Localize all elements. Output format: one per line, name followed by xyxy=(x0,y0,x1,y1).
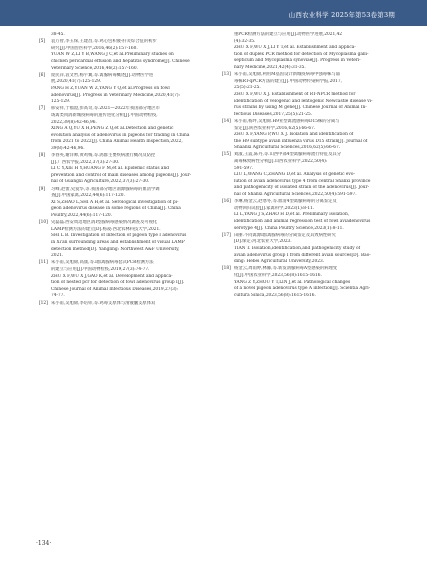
reference-line: evolution analysis of adenovirus in pigeons for trading in China xyxy=(51,132,190,138)
reference-entry xyxy=(222,32,399,72)
reference-line: 庞民萍,袁文哲,杨宇翼,等.禽腺病毒概述[J].动物医学进 xyxy=(51,72,154,78)
reference-entry xyxy=(222,119,399,152)
reference-line: 的建立与应用[J].中国动物检疫,2019,27(3):74-77. xyxy=(51,266,150,272)
reference-line: XING A Q,YU X H,PENG Z Q,et al.Detection and genetic xyxy=(51,126,174,132)
reference-number: [9] xyxy=(39,186,46,192)
reference-line: in Xi'an surrounding areas and establishment of visual LAMP xyxy=(51,239,185,245)
reference-line: 刘淑,王震,陈丹,等.山西中部4型禽腺病毒流行特征及其分 xyxy=(234,152,342,158)
reference-line: cultura Sinica,2023,56(8):1615-1616. xyxy=(234,292,316,298)
reference-line: 展,2020,41(7):125-129. xyxy=(51,79,102,85)
reference-line: 125-129. xyxy=(51,99,71,105)
reference-line: 74-77. xyxy=(51,293,65,299)
reference-line: 39(8):42-46,96. xyxy=(51,145,85,151)
reference-line: 重PCR检测方法的建立与应用[J].动物医学进展,2021,42 xyxy=(234,32,343,37)
reference-line: YUAN W Z,LI Y B,WANG J C,et al.Preliminary studies on xyxy=(51,52,174,58)
reference-number: [5] xyxy=(39,39,46,45)
reference-line: lution of avian adenovirus type 4 from central Shanxi province xyxy=(234,178,371,184)
reference-line: detection method[D]. Yangling: Northwest A&F University, xyxy=(51,246,180,252)
reference-line: 朱小甫,杨坪,吴旭锦.H9亚型禽流感病毒D15株的分离与 xyxy=(234,118,340,124)
reference-number: [6] xyxy=(39,72,46,78)
reference-number: [10] xyxy=(39,220,48,226)
reference-line: nal of Guangxi Agriculture,2022,37(3):27-30. xyxy=(51,179,150,185)
reference-entry xyxy=(222,233,399,266)
reference-line: 朱小甫,吴旭锦,李培卯,等.鸡毒支原体与滑液囊支原体双 xyxy=(51,300,156,306)
reference-line: 邢安祥,于福澄,彭高奇,等.2021—2022年我国部分地区市 xyxy=(51,106,160,112)
reference-line: Chinese Journal of Animal Infectious Diseases,2019,27(3): xyxy=(51,286,178,292)
reference-line: LI L,YANG J S,ZHAO H D,et al. Preliminary isolation, xyxy=(234,212,350,218)
reference-line: fectious Diseases,2017,25(5):21-25. xyxy=(234,111,313,117)
reference-number: [8] xyxy=(39,153,46,159)
reference-line: ZHU X F,WU X J. Establishment of RT-NPCR method for xyxy=(234,91,356,97)
reference-line: 化[J].中国农业科学,2023,56(8):1615-1616. xyxy=(234,272,322,278)
reference-entry xyxy=(39,301,216,308)
reference-line: TIAN T. Isolation,identification,and pathogenicity study of xyxy=(234,245,361,251)
reference-line: the H9 subtype avian influenza virus D15 strain[J]. Journal of xyxy=(234,138,368,144)
reference-line: 查[J].中国家禽,2022,44(6):117-120. xyxy=(51,193,125,199)
reference-line: 动物回归试验[J].家禽科学,2023(1):8-11. xyxy=(234,205,315,211)
reference-line: adenovirus[J]. Progress in Veterinary Medicine,2020,41(7): xyxy=(51,92,180,98)
reference-entry xyxy=(39,106,216,152)
reference-line: 李春英,谢洋帅,黄鸡梅,等.鸽群主要疾病流行概况及防控 xyxy=(51,153,156,159)
reference-line: 朱小甫,吴旭锦,利用M基因设计新城疫病毒中强毒株与弱 xyxy=(234,72,340,78)
reference-entry xyxy=(39,187,216,220)
reference-line: 离毒株致病性分析[J].山西农业科学,2022,50(4): xyxy=(234,159,328,165)
reference-line: ZHU X F,YANG P,WU X J. Isolation and identification of xyxy=(234,132,354,138)
reference-line: Veterinary Science,2016,46(2):157-160. xyxy=(51,65,138,71)
reference-entry xyxy=(222,266,399,299)
reference-line: (4):32-35. xyxy=(234,38,256,44)
reference-entry xyxy=(39,32,216,39)
reference-line: LIU L,WANG C,ZHANG D,et al. Analysis of genetic evo- xyxy=(234,172,355,178)
reference-line: 2021. xyxy=(51,253,64,259)
reference-line: of a novel pigeon adenovirus type A infection[J]. Scientia Agri- xyxy=(234,286,371,292)
reference-line: geon adenovirus disease in some regions of China[J]. China xyxy=(51,206,181,212)
reference-line: 田丽.不同禽源Ⅰ群禽腺病毒的分离鉴定及其致病性研究 xyxy=(234,232,336,238)
page-number: ·134· xyxy=(36,540,52,547)
reference-number: [12] xyxy=(39,300,48,306)
reference-line: septicum and Mycoplasma synoviae[J]. Progress in Veteri- xyxy=(234,58,361,64)
reference-line: PANG H Z,YUAN W Z,YANG Y Q,et al.Progress on fowl xyxy=(51,85,170,91)
reference-number: [15] xyxy=(222,152,231,158)
reference-line: rus strains by using M gene[J]. Chinese Journal of Animal In- xyxy=(234,105,367,111)
reference-line: Poultry,2022,44(6):117-120. xyxy=(51,213,112,218)
reference-line: chicken pericardial effusion and hepatitis syndrome[J]. Chinese xyxy=(51,58,190,64)
reference-line: 591-597. xyxy=(234,165,254,171)
reference-line: 习峰,赵蕾,史爱华,等.我国部分地区鸽源腺病毒的血清学调 xyxy=(51,186,160,192)
reference-line: XI S,ZHAO L,SHI A H,et al. Serological investigation of pi- xyxy=(51,199,179,205)
reference-line: 25(5):21-25. xyxy=(234,85,261,91)
reference-column-left xyxy=(39,32,216,308)
reference-line: nal of Shanxi Agricultural Sciences,2022,50(4):591-597. xyxy=(234,192,357,198)
reference-line: prevention and control of main diseases among pigeons[J]. Jour- xyxy=(51,172,192,178)
reference-line: and pathogenicity of isolated strain of the adenovirus[J]. Jour- xyxy=(234,185,370,191)
reference-number: [17] xyxy=(222,232,231,238)
reference-line: SHI L B. Investigation of infection of pigeon type I adenovirus xyxy=(51,233,187,239)
reference-entry xyxy=(39,260,216,300)
reference-line: YANG Z Y,ZHOU Y T,LIN J,et al. Pathological changes xyxy=(234,279,351,285)
reference-line: 袁万智,李玉保,王建昌,等.鸡心包积液-肝炎综合征的初步 xyxy=(51,39,157,45)
reference-entry xyxy=(39,153,216,186)
reference-column-right xyxy=(222,32,399,300)
reference-line: identification and animal regression test of fowl aviadenovirus xyxy=(234,219,371,224)
reference-line: 朱小甫,吴旭锦,高康,等.Ⅰ群禽腺病毒套式PCR检测方法 xyxy=(51,260,154,266)
reference-line: 38-45. xyxy=(51,32,65,37)
reference-number: [11] xyxy=(39,260,48,266)
reference-number: [14] xyxy=(222,118,231,124)
reference-line: ZHU X F,WU X J,LI Y T,et al. Establishment and applica- xyxy=(234,45,356,51)
reference-line: LI C Y,XIE H Y,HUANG F M,et al. Epidemic status and xyxy=(51,166,169,172)
reference-entry xyxy=(222,72,399,118)
reference-entry xyxy=(39,39,216,72)
reference-line: [D].保定:河北农业大学,2023. xyxy=(234,239,292,245)
reference-line: [J].广西农学报,2022,37(3):27-30. xyxy=(51,159,120,165)
reference-number: [13] xyxy=(222,72,231,78)
reference-line: 场禽类肉鸽新城疫病毒的遗传进化分析[J].中国动物检疫, xyxy=(51,112,158,118)
reference-line: tion of duplex PCR method for detection of Mycoplasma galli- xyxy=(234,51,369,57)
reference-line: 杨金云,周雨婷,林馨,等.新发鸽腺病毒A型感染的病理变 xyxy=(234,266,338,272)
journal-header xyxy=(0,0,427,26)
reference-entry xyxy=(222,152,399,198)
reference-line: Shaanxi Agricultural Sciences,2016,62(5):66-67. xyxy=(234,145,341,151)
reference-number: [16] xyxy=(222,199,231,205)
reference-line: ZHU X F,WU X J,GAO K,et al. Development and applica- xyxy=(51,273,173,279)
reference-entry xyxy=(39,220,216,260)
reference-entry xyxy=(222,199,399,232)
reference-entry xyxy=(39,73,216,106)
reference-line: ding: Hebei Agricultural University,2023. xyxy=(234,259,325,265)
reference-line: 2022,39(8):42-46,96. xyxy=(51,119,97,125)
reference-number: [7] xyxy=(39,106,46,112)
reference-line: 研究[J].中国兽医科学,2016,46(2):157-160. xyxy=(51,45,138,51)
reference-line: 毒株RT-qPCR方法的建立[J].中国动物传染病学报,2017, xyxy=(234,78,342,84)
reference-line: avian adenovirus group Ⅰ from different avian sources[D]. Bao- xyxy=(234,252,371,258)
reference-line: serotype 4[J]. China Poultry Science,2023(1):8-11. xyxy=(234,225,344,231)
reference-line: tion of nested pcr for detection of fowl adenovirus group Ⅰ[J]. xyxy=(51,280,185,286)
reference-line: 李琳,杨金云,赵寒冬,等.血清4型禽腺病毒的分离鉴定及 xyxy=(234,199,337,205)
reference-line: 史磊磊.西安周边地区鸽Ⅰ型腺病毒感染情况调查及可视化 xyxy=(51,220,158,226)
reference-line: 鉴定[J].陕西农业科学,2016,62(5):66-67. xyxy=(234,125,316,131)
reference-line: from 2021 to 2022[J]. China Animal Health Inspection,2022, xyxy=(51,139,183,145)
journal-title: 山西农业科学 2025年第53卷第3期 xyxy=(288,11,395,19)
reference-line: identification of velogenic and lentogenic Newcastle disease vi- xyxy=(234,98,373,104)
reference-line: nary Medicine,2021,42(4):31-35. xyxy=(234,64,306,70)
reference-line: LAMP检测方法的建立[D].杨凌:西北农林科技大学,2021. xyxy=(51,226,161,232)
reference-number: [18] xyxy=(222,266,231,272)
